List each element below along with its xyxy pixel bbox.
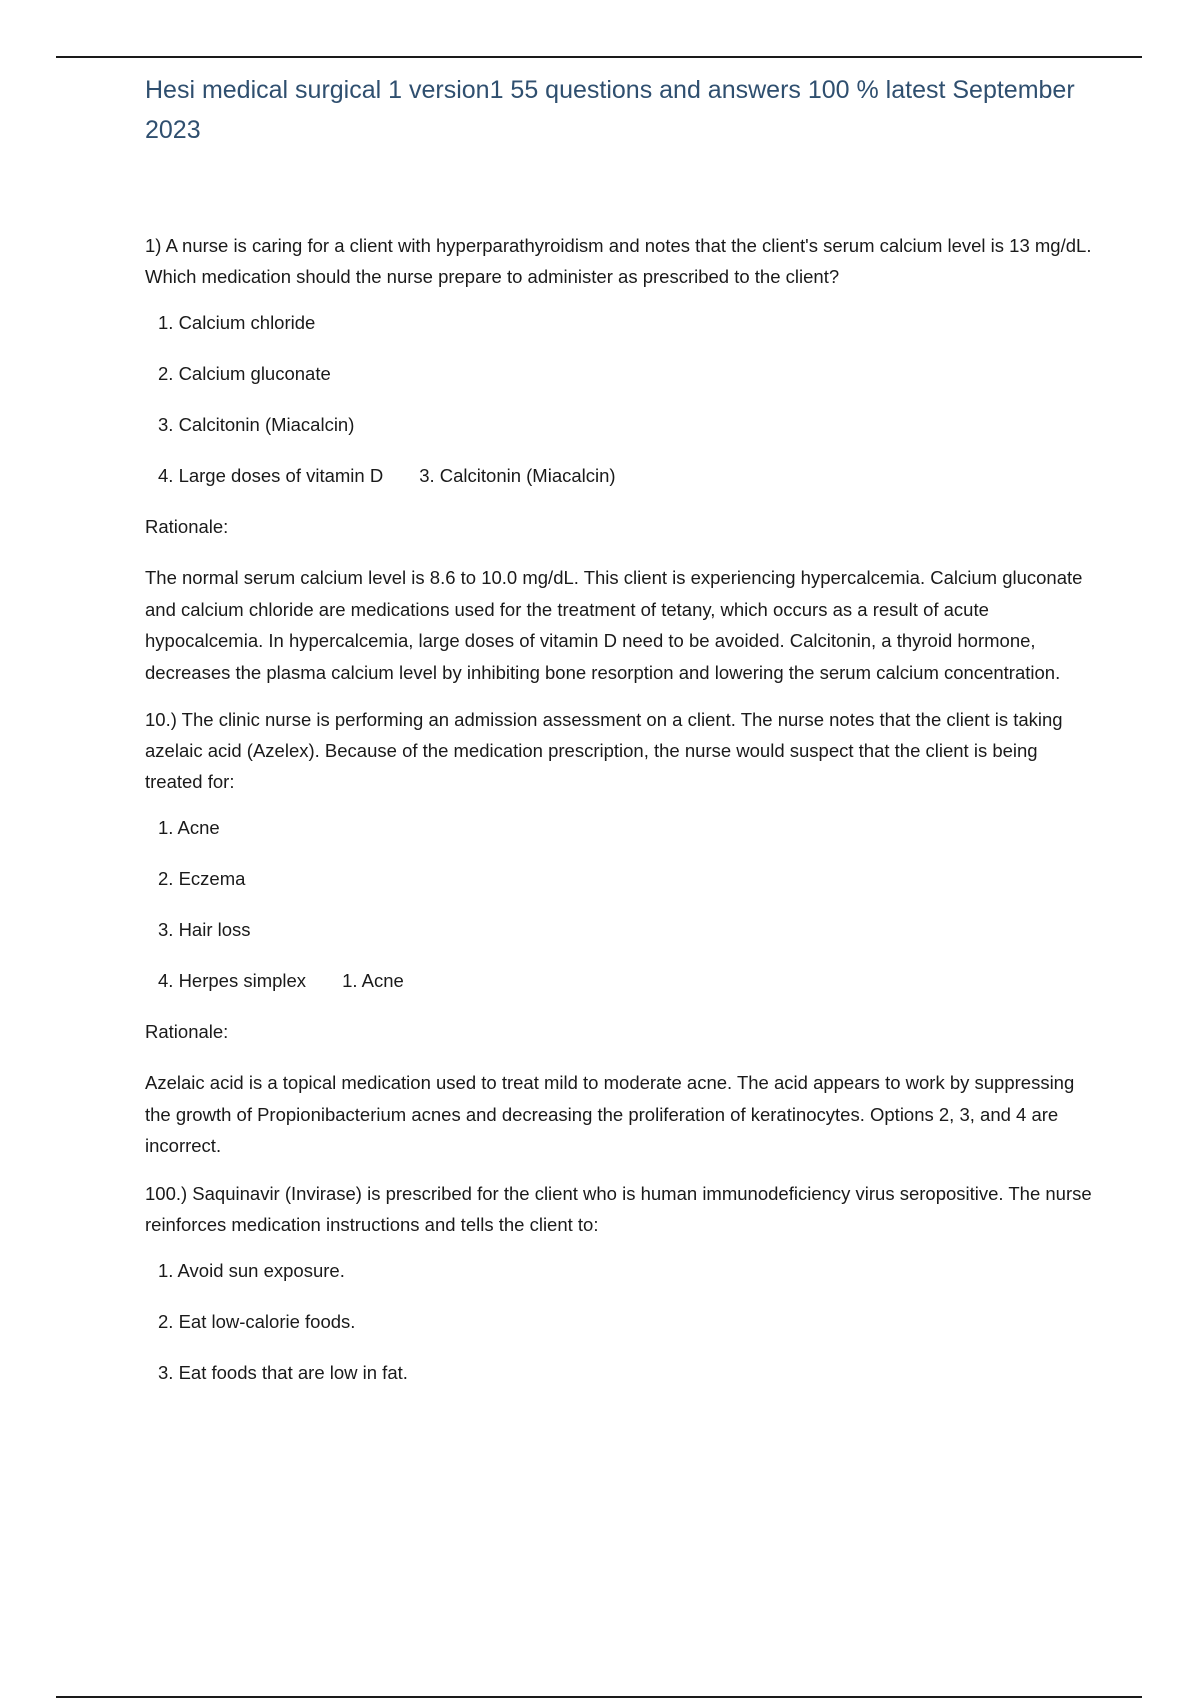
- option-item: 3. Calcitonin (Miacalcin): [158, 414, 355, 435]
- option-item: 2. Calcium gluconate: [158, 363, 331, 384]
- option-item: 3. Eat foods that are low in fat.: [158, 1361, 408, 1383]
- option-item: 1. Acne: [158, 817, 220, 838]
- bottom-rule: [56, 1696, 1142, 1698]
- option-item: 3. Hair loss: [158, 919, 251, 940]
- rationale-label: Rationale:: [145, 516, 229, 537]
- option-list: [145, 308, 1095, 491]
- rationale-text: The normal serum calcium level is 8.6 to 10.0 mg/dL. This client is experiencing hypercalcemia. Calcium gluconate and calcium chloride are medications used for the treatment of tetany, which occurs as a result of acute hypocalcemia. In hypercalcemia, large doses of vitamin D need to be avoided. Calcitonin, a thyroid hormone, decreases the plasma calcium level by inhibiting bone resorption and lowering the serum calcium concentration.: [145, 567, 1083, 683]
- option-item-last: [158, 461, 1095, 491]
- option-text: 4. Large doses of vitamin D: [158, 465, 384, 486]
- rationale-label: Rationale:: [145, 1021, 229, 1042]
- document-body: [145, 70, 1095, 1409]
- question-block: [145, 1178, 1095, 1388]
- option-item: 2. Eczema: [158, 868, 246, 889]
- question-block: [145, 704, 1095, 1162]
- question-stem: 1) A nurse is caring for a client with hyperparathyroidism and notes that the client's serum calcium level is 13 mg/dL. Which medication should the nurse prepare to administer as prescribed to the client?: [145, 235, 1092, 287]
- question-stem: 100.) Saquinavir (Invirase) is prescribed for the client who is human immunodeficiency virus seropositive. The nurse reinforces medication instructions and tells the client to:: [145, 1182, 1092, 1235]
- document-title: Hesi medical surgical 1 version1 55 questions and answers 100 % latest September 2023: [145, 76, 1075, 144]
- top-rule: [56, 56, 1142, 58]
- question-stem: 10.) The clinic nurse is performing an admission assessment on a client. The nurse notes that the client is taking azelaic acid (Azelex). Because of the medication prescription, the nurse would suspect that the client is being treated for:: [145, 709, 1063, 792]
- correct-answer: 1. Acne: [342, 970, 404, 991]
- option-item: 1. Calcium chloride: [158, 312, 316, 333]
- correct-answer: 3. Calcitonin (Miacalcin): [419, 465, 616, 486]
- rationale-text: Azelaic acid is a topical medication used to treat mild to moderate acne. The acid appears to work by suppressing the growth of Propionibacterium acnes and decreasing the proliferation of keratinocytes. Options 2, 3, and 4 are incorrect.: [145, 1072, 1075, 1156]
- option-list: [145, 813, 1095, 996]
- option-list: [145, 1256, 1095, 1388]
- option-text: 4. Herpes simplex: [158, 970, 307, 991]
- question-block: [145, 230, 1095, 688]
- option-item: 1. Avoid sun exposure.: [158, 1259, 345, 1281]
- option-item-last: [158, 966, 1095, 996]
- option-item: 2. Eat low-calorie foods.: [158, 1310, 356, 1332]
